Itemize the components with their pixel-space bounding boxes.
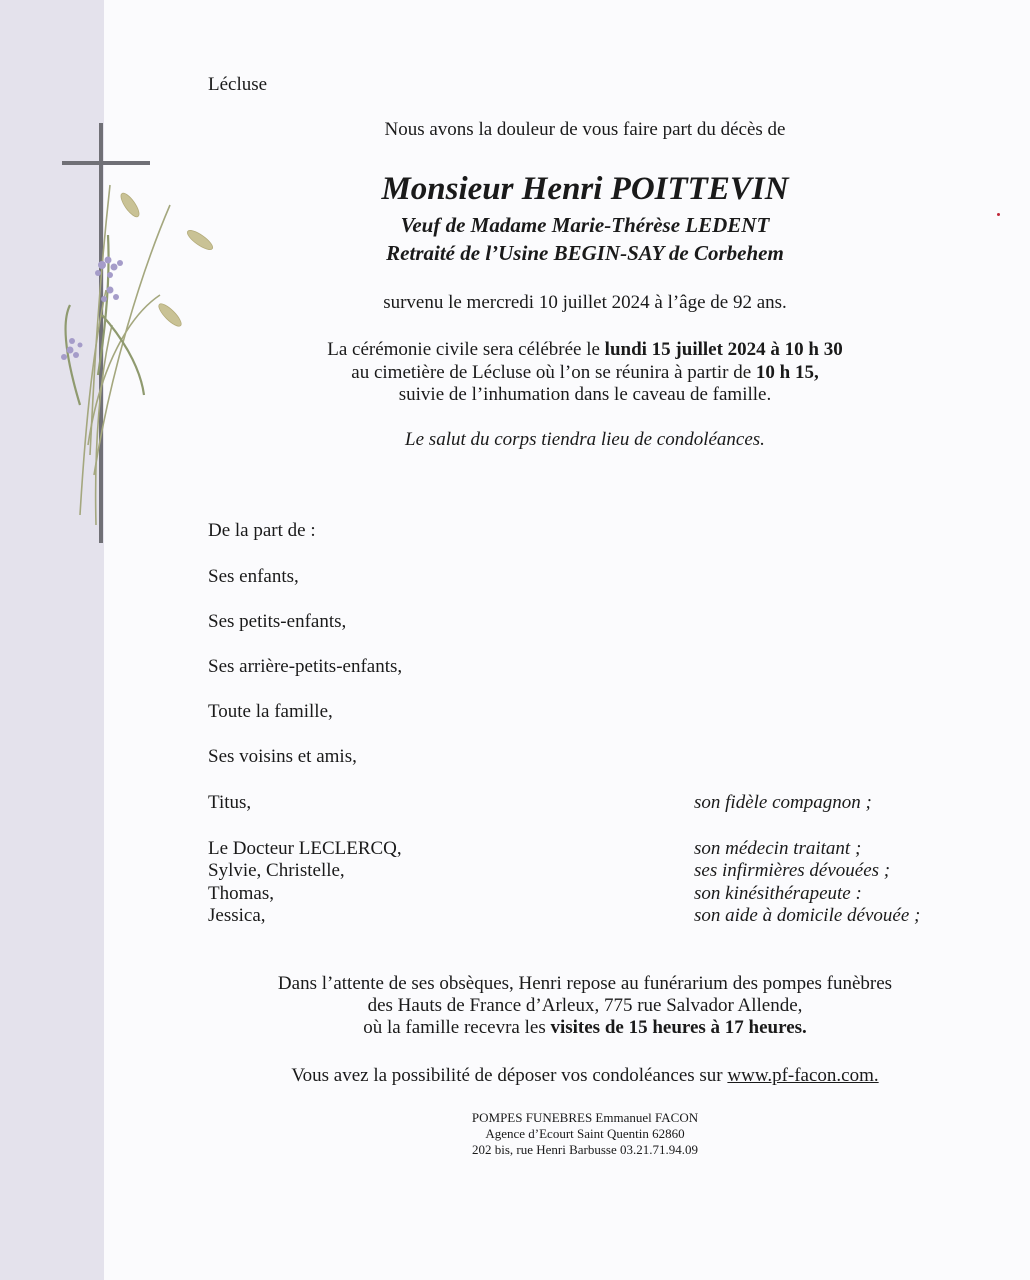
funeral-home-line-1: Dans l’attente de ses obsèques, Henri repose au funérarium des pompes funèbres [277,973,893,994]
family-line: Ses voisins et amis, [208,746,357,767]
website-link[interactable]: www.pf-facon.com. [727,1065,879,1086]
family-line: Ses petits-enfants, [208,611,347,632]
lavender-flowers [61,257,123,361]
ceremony-line-2: au cimetière de Lécluse où l’on se réunira à partir de 10 h 15, [351,362,819,383]
condolences-note: Le salut du corps tiendra lieu de condoléances. [405,429,765,450]
pet-role: son fidèle compagnon ; [694,792,872,813]
intro-line: Nous avons la douleur de vous faire part du décès de [384,119,786,140]
deceased-widower-line: Veuf de Madame Marie-Thérèse LEDENT [400,213,770,237]
carer-name: Jessica, [208,905,266,926]
death-date-line: survenu le mercredi 10 juillet 2024 à l’âge de 92 ans. [383,292,787,313]
pet-name: Titus, [208,792,252,813]
carer-name: Le Docteur LECLERCQ, [208,838,402,859]
footer-company: POMPES FUNEBRES Emmanuel FACON [471,1110,699,1125]
family-line: Ses arrière-petits-enfants, [208,656,403,677]
online-condolences-line: Vous avez la possibilité de déposer vos condoléances sur www.pf-facon.com. [291,1065,879,1086]
funeral-home-line-3: où la famille recevra les visites de 15 heures à 17 heures. [363,1017,807,1038]
ceremony-line-1: La cérémonie civile sera célébrée le lundi 15 juillet 2024 à 10 h 30 [327,339,843,360]
carer-role: son médecin traitant ; [694,838,862,859]
family-line: Toute la famille, [208,701,333,722]
carer-role: son aide à domicile dévouée ; [694,905,921,926]
funeral-home-line-2: des Hauts de France d’Arleux, 775 rue Salvador Allende, [367,995,803,1016]
deceased-occupation-line: Retraité de l’Usine BEGIN-SAY de Corbehem [386,241,784,265]
footer-agency: Agence d’Ecourt Saint Quentin 62860 [485,1126,685,1141]
family-line: Ses enfants, [208,566,299,587]
carer-name: Thomas, [208,883,274,904]
footer-address: 202 bis, rue Henri Barbusse 03.21.71.94.09 [471,1142,699,1157]
carer-role: ses infirmières dévouées ; [694,860,891,881]
place-header: Lécluse [208,74,268,95]
wheat-stems [80,185,170,525]
ceremony-line-3: suivie de l’inhumation dans le caveau de famille. [398,384,772,405]
from-label: De la part de : [208,520,316,541]
cross-vertical [99,123,103,543]
carer-name: Sylvie, Christelle, [208,860,345,881]
carer-role: son kinésithérapeute : [694,883,862,904]
cross-wheat-illustration [50,115,240,555]
cross-horizontal [62,161,150,165]
deceased-name: Monsieur Henri POITTEVIN [381,171,789,207]
print-speck [997,213,1000,216]
